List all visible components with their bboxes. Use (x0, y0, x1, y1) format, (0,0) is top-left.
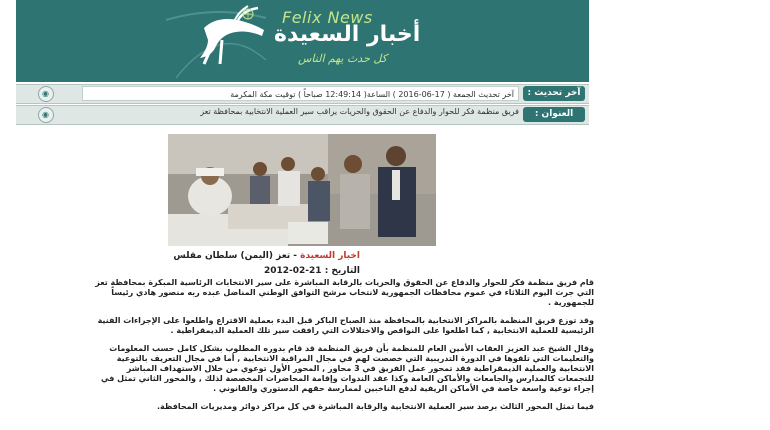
brand-name-arabic: أخبار السعيدة (274, 22, 421, 47)
refresh-icon: ◉ (42, 89, 49, 98)
title-label: العنوان : (523, 107, 585, 122)
byline-location: - تعز (اليمن) سلطان مقلس (173, 251, 301, 261)
last-update-label: آخر تحديث : (523, 86, 585, 101)
article-paragraph: وقال الشيخ عبد العزيز العقاب الأمين العام للمنظمة بأن فريق المنظمة قد قام بدوره المطلوب بشكل كامل حسب المعلومات والتعليمات التي تلقوها في الدورة التدريبية التي خصصت لهم في مجال المراقبة الانتخابية , أما في مجال التعريف بالتوعية الانتخابية والعملية الديمقراطية فقد تمحور عمل الفريق في 3 محاور , المحور الأول توعوي من خلال الاستهداف المباشر للتجمعات كالمدارس والجامعات والأماكن العامة وكذا عقد الندوات وإقامة المحاضرات المخصصة لذلك , والمحور الثاني تمثل في إجراء توعية واسعة خاصة في الأماكن الريفية لدفع الناخبين لممارسة حقهم الدستوري والقانوني . (100, 344, 594, 393)
byline-source: اخبار السعيدة (300, 251, 360, 261)
news-page (16, 0, 594, 430)
article-date (264, 266, 360, 276)
last-update-row (16, 84, 589, 104)
article-byline (173, 251, 360, 261)
news-photo (168, 134, 436, 246)
date-label: التاريخ : (324, 266, 360, 276)
title-info-button[interactable] (38, 107, 54, 123)
article-paragraph: قام فريق منظمة فكر للحوار والدفاع عن الحقوق والحريات بالرقابة المباشرة على سير الانتخابات الرئاسية المبكرة بمحافظة تعز التي جرت اليوم الثلاثاء في عموم محافظات الجمهورية لانتخاب مرشح التوافق الوطني المناضل عبده ربه منصور هادي رئيساً للجمهورية . (95, 278, 594, 307)
article-paragraph: وقد توزع فريق المنظمة بالمراكز الانتخابية بالمحافظة منذ الصباح الباكر قبل البدء بعملية الاقتراع واطلعوا على الإجراءات الفنية الرئيسية للعملية الانتخابية , كما اطلعوا على النواقص والاختلالات التي رافقت سير تلك العملية الديمقراطية . (97, 316, 594, 335)
article-title: فريق منظمة فكر للحوار والدفاع عن الحقوق والحريات يراقب سير العملية الانتخابية بمحافظة تعز (200, 107, 519, 116)
update-refresh-button[interactable] (38, 86, 54, 102)
brand-tagline: كل حدث يهم الناس (298, 52, 387, 65)
info-icon: ◉ (42, 110, 49, 119)
article-paragraph: فيما تمثل المحور الثالث برصد سير العملية الانتخابية والرقابة المباشرة في كل مراكز دوائر ومديريات المحافظة. (156, 402, 594, 411)
site-banner (16, 0, 589, 82)
globe-icon (243, 9, 253, 19)
article-body (92, 278, 594, 420)
title-row (16, 105, 589, 125)
photo-scene (168, 134, 436, 246)
brand-name-english: Felix News (282, 8, 373, 27)
date-value: 21-02-2012 (263, 266, 322, 276)
last-update-value: آخر تحديث الجمعة ( 17-06-2016 ) الساعة( 12:49:14 صباحاً ) توقيت مكة المكرمة (82, 86, 519, 101)
